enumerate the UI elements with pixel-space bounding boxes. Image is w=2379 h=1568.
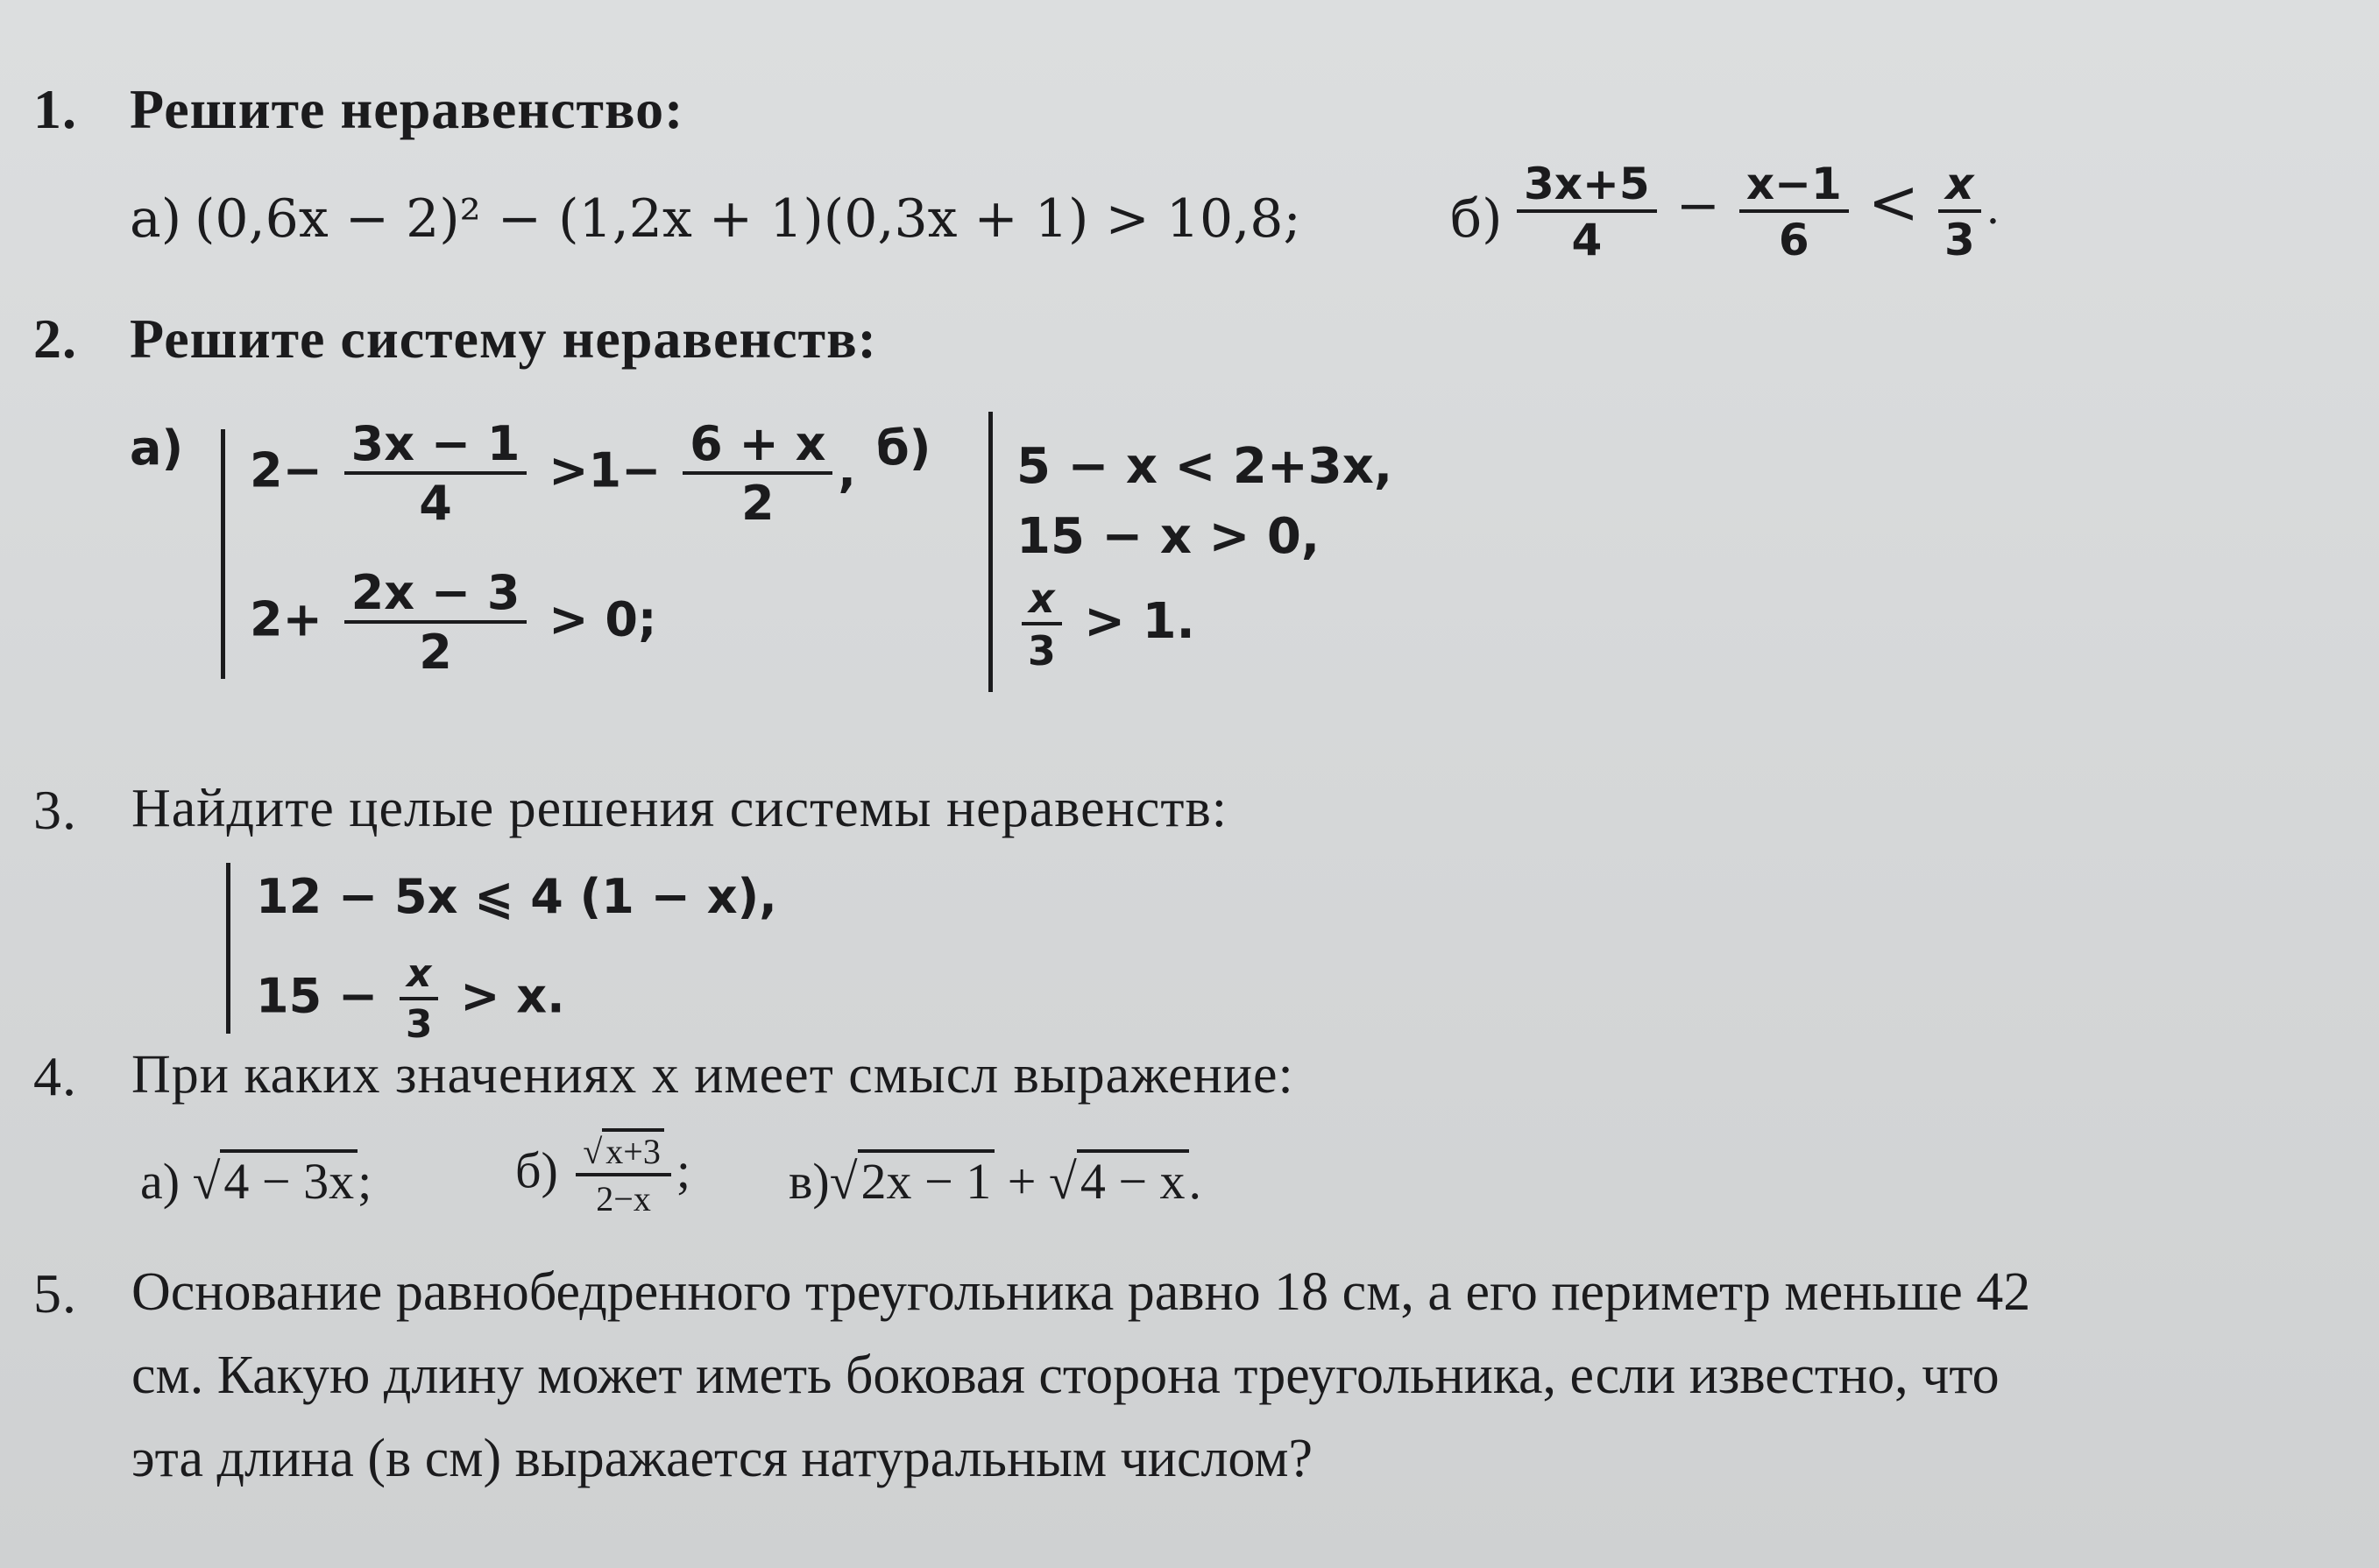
problem-4-title: При каких значениях x имеет смысл выражение: xyxy=(131,1045,1294,1105)
problem-1a-label: а) xyxy=(130,188,182,250)
problem-5-line-2: см. Какую длину может иметь боковая сторона треугольника, если известно, что xyxy=(131,1346,2000,1405)
problem-2a-label: а) xyxy=(130,420,184,476)
problem-5-line-1: Основание равнобедренного треугольника равно 18 см, а его периметр меньше 42 xyxy=(131,1262,2031,1322)
problem-4c: в)√2x − 1 + √4 − x. xyxy=(789,1152,1201,1211)
problem-3-line-2: 15 − $\frac{x}{3}$ > x. xyxy=(256,951,565,1047)
problem-2b-label: б) xyxy=(876,420,931,476)
problem-1-number: 1. xyxy=(33,78,77,140)
problem-3-title: Найдите целые решения системы неравенств: xyxy=(131,779,1228,838)
problem-3-number: 3. xyxy=(33,779,77,841)
problem-1b-label: б) xyxy=(1450,188,1503,250)
problem-5-line-3: эта длина (в см) выражается натуральным числом? xyxy=(131,1429,1313,1488)
square-root: √4 − 3x xyxy=(193,1152,358,1211)
square-root: √4 − x xyxy=(1049,1152,1189,1211)
problem-2-title: Решите систему неравенств: xyxy=(130,307,877,370)
square-root: √2x − 1 xyxy=(830,1152,995,1211)
fraction: $\frac{3x - 1}{4}$ xyxy=(344,420,527,527)
problem-1b-expression: $\frac{3x+5}{4}$ − $\frac{x-1}{6}$ < $\frac{x}{3}$ . xyxy=(1512,162,2000,262)
problem-4b: б) $\frac{√ x+3}{2-x}$ ; xyxy=(515,1134,690,1217)
problem-2a-line-2: 2+ $\frac{2x - 3}{2}$ > 0; xyxy=(250,565,657,680)
fraction: $\frac{x-1}{6}$ xyxy=(1739,162,1849,262)
problem-5-number: 5. xyxy=(33,1262,77,1324)
fraction: $\frac{6 + x}{2}$ xyxy=(683,420,832,527)
fraction: $\frac{3x+5}{4}$ xyxy=(1517,162,1657,262)
problem-2-number: 2. xyxy=(33,307,77,370)
problem-2b-line-1: 5 − x < 2+3x, xyxy=(1016,438,1393,495)
problem-2b-line-2: 15 − x > 0, xyxy=(1016,508,1320,565)
fraction: $\frac{x}{3}$ xyxy=(400,955,438,1044)
problem-1-title: Решите неравенство: xyxy=(130,78,684,140)
fraction: $\frac{x}{3}$ xyxy=(1022,578,1062,671)
problem-4-number: 4. xyxy=(33,1045,77,1107)
fraction: $\frac{x}{3}$ xyxy=(1938,162,1980,262)
system-brace xyxy=(221,429,225,679)
system-brace xyxy=(226,863,230,1034)
problem-1a-expression: (0,6x − 2)² − (1,2x + 1)(0,3x + 1) > 10,8; xyxy=(195,188,1301,250)
problem-4a: а) √4 − 3x; xyxy=(140,1152,372,1211)
problem-3-line-1: 12 − 5x ⩽ 4 (1 − x), xyxy=(256,869,777,924)
fraction: $\frac{2x - 3}{2}$ xyxy=(344,569,527,676)
problem-2b-line-3: $\frac{x}{3}$ > 1. xyxy=(1016,578,1195,671)
fraction: $\frac{√ x+3}{2-x}$ xyxy=(576,1134,671,1217)
problem-2a-line-1: 2− $\frac{3x - 1}{4}$ >1− $\frac{6 + x}{2}$ , xyxy=(250,416,856,531)
system-brace xyxy=(988,412,993,692)
